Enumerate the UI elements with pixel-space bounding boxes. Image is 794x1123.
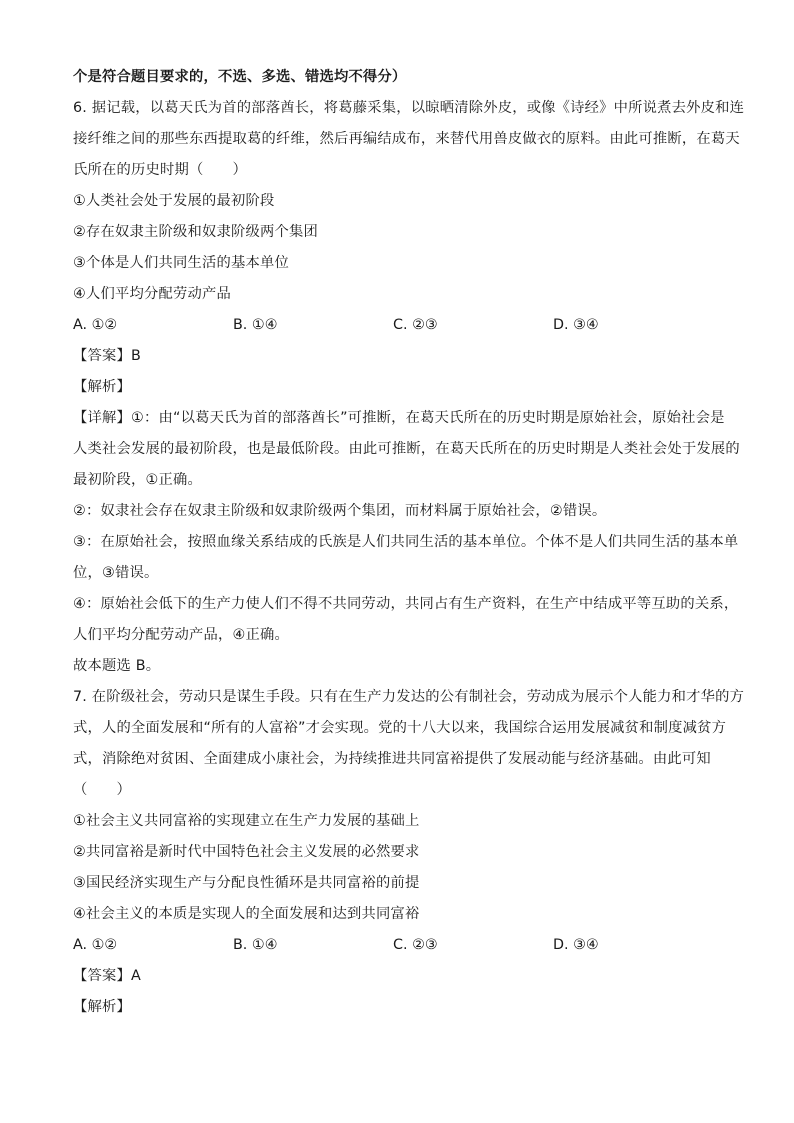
- question-6: [73, 93, 745, 682]
- question-6-stem-line: 接纤维之间的那些东西提取葛的纤维，然后再编结成布，来替代用兽皮做衣的原料。由此可推断，在葛天: [73, 131, 740, 147]
- question-6-detail-line: ④：原始社会低下的生产力使人们不得不共同劳动，共同占有生产资料，在生产中结成平等互助的关系，: [73, 596, 739, 612]
- question-7-item: ③国民经济实现生产与分配良性循环是共同富裕的前提: [73, 875, 420, 891]
- question-6-item: ②存在奴隶主阶级和奴隶阶级两个集团: [73, 224, 318, 240]
- question-6-detail-line: 人们平均分配劳动产品，④正确。: [73, 627, 289, 643]
- option-a: A. ①②: [73, 937, 118, 953]
- question-7-item: ①社会主义共同富裕的实现建立在生产力发展的基础上: [73, 813, 420, 829]
- question-6-stem-line: 氏所在的历史时期（ ）: [73, 162, 247, 178]
- section-intro: 个是符合题目要求的，不选、多选、错选均不得分）: [73, 69, 407, 85]
- option-c: C. ②③: [393, 937, 438, 953]
- option-b: B. ①④: [233, 937, 278, 953]
- question-7-answer: 【答案】A: [73, 968, 141, 984]
- question-7-options: [73, 930, 723, 961]
- question-6-detail-line: ②：奴隶社会存在奴隶主阶级和奴隶阶级两个集团，而材料属于原始社会，②错误。: [73, 503, 607, 519]
- question-7-stem-line: 式，消除绝对贫困、全面建成小康社会，为持续推进共同富裕提供了发展动能与经济基础。由此可知: [73, 751, 711, 767]
- question-7-analysis-title: 【解析】: [73, 999, 131, 1015]
- question-6-detail-line: ③：在原始社会，按照血缘关系结成的氏族是人们共同生活的基本单位。个体不是人们共同生活的基本单: [73, 534, 739, 550]
- question-6-item: ④人们平均分配劳动产品: [73, 286, 231, 302]
- question-6-detail-line: 最初阶段，①正确。: [73, 472, 202, 488]
- question-6-detail-line: 人类社会发展的最初阶段，也是最低阶段。由此可推断，在葛天氏所在的历史时期是人类社会处于发展的: [73, 441, 740, 457]
- question-6-options: [73, 310, 723, 341]
- question-7-item: ④社会主义的本质是实现人的全面发展和达到共同富裕: [73, 906, 420, 922]
- option-d: D. ③④: [553, 317, 599, 333]
- question-7-item: ②共同富裕是新时代中国特色社会主义发展的必然要求: [73, 844, 420, 860]
- question-6-stem-line: 6. 据记载，以葛天氏为首的部落酋长，将葛藤采集，以晾晒清除外皮，或像《诗经》中所说煮去外皮和连: [73, 100, 745, 116]
- option-d: D. ③④: [553, 937, 599, 953]
- question-6-item: ③个体是人们共同生活的基本单位: [73, 255, 289, 271]
- document-page: [73, 62, 745, 1023]
- question-7: [73, 682, 745, 1023]
- question-6-conclusion: 故本题选 B。: [73, 658, 161, 674]
- option-a: A. ①②: [73, 317, 118, 333]
- question-6-item: ①人类社会处于发展的最初阶段: [73, 193, 275, 209]
- question-6-detail-line: 位，③错误。: [73, 565, 159, 581]
- question-6-detail-line: 【详解】①：由“以葛天氏为首的部落酋长”可推断，在葛天氏所在的历史时期是原始社会，原始社会是: [73, 410, 725, 426]
- question-7-stem-line: 式，人的全面发展和“所有的人富裕”才会实现。党的十八大以来，我国综合运用发展减贫和制度减贫方: [73, 720, 727, 736]
- option-b: B. ①④: [233, 317, 278, 333]
- option-c: C. ②③: [393, 317, 438, 333]
- question-7-stem-line: （ ）: [73, 782, 131, 798]
- question-7-stem-line: 7. 在阶级社会，劳动只是谋生手段。只有在生产力发达的公有制社会，劳动成为展示个人能力和才华的方: [73, 689, 745, 705]
- question-6-answer: 【答案】B: [73, 348, 141, 364]
- question-6-analysis-title: 【解析】: [73, 379, 131, 395]
